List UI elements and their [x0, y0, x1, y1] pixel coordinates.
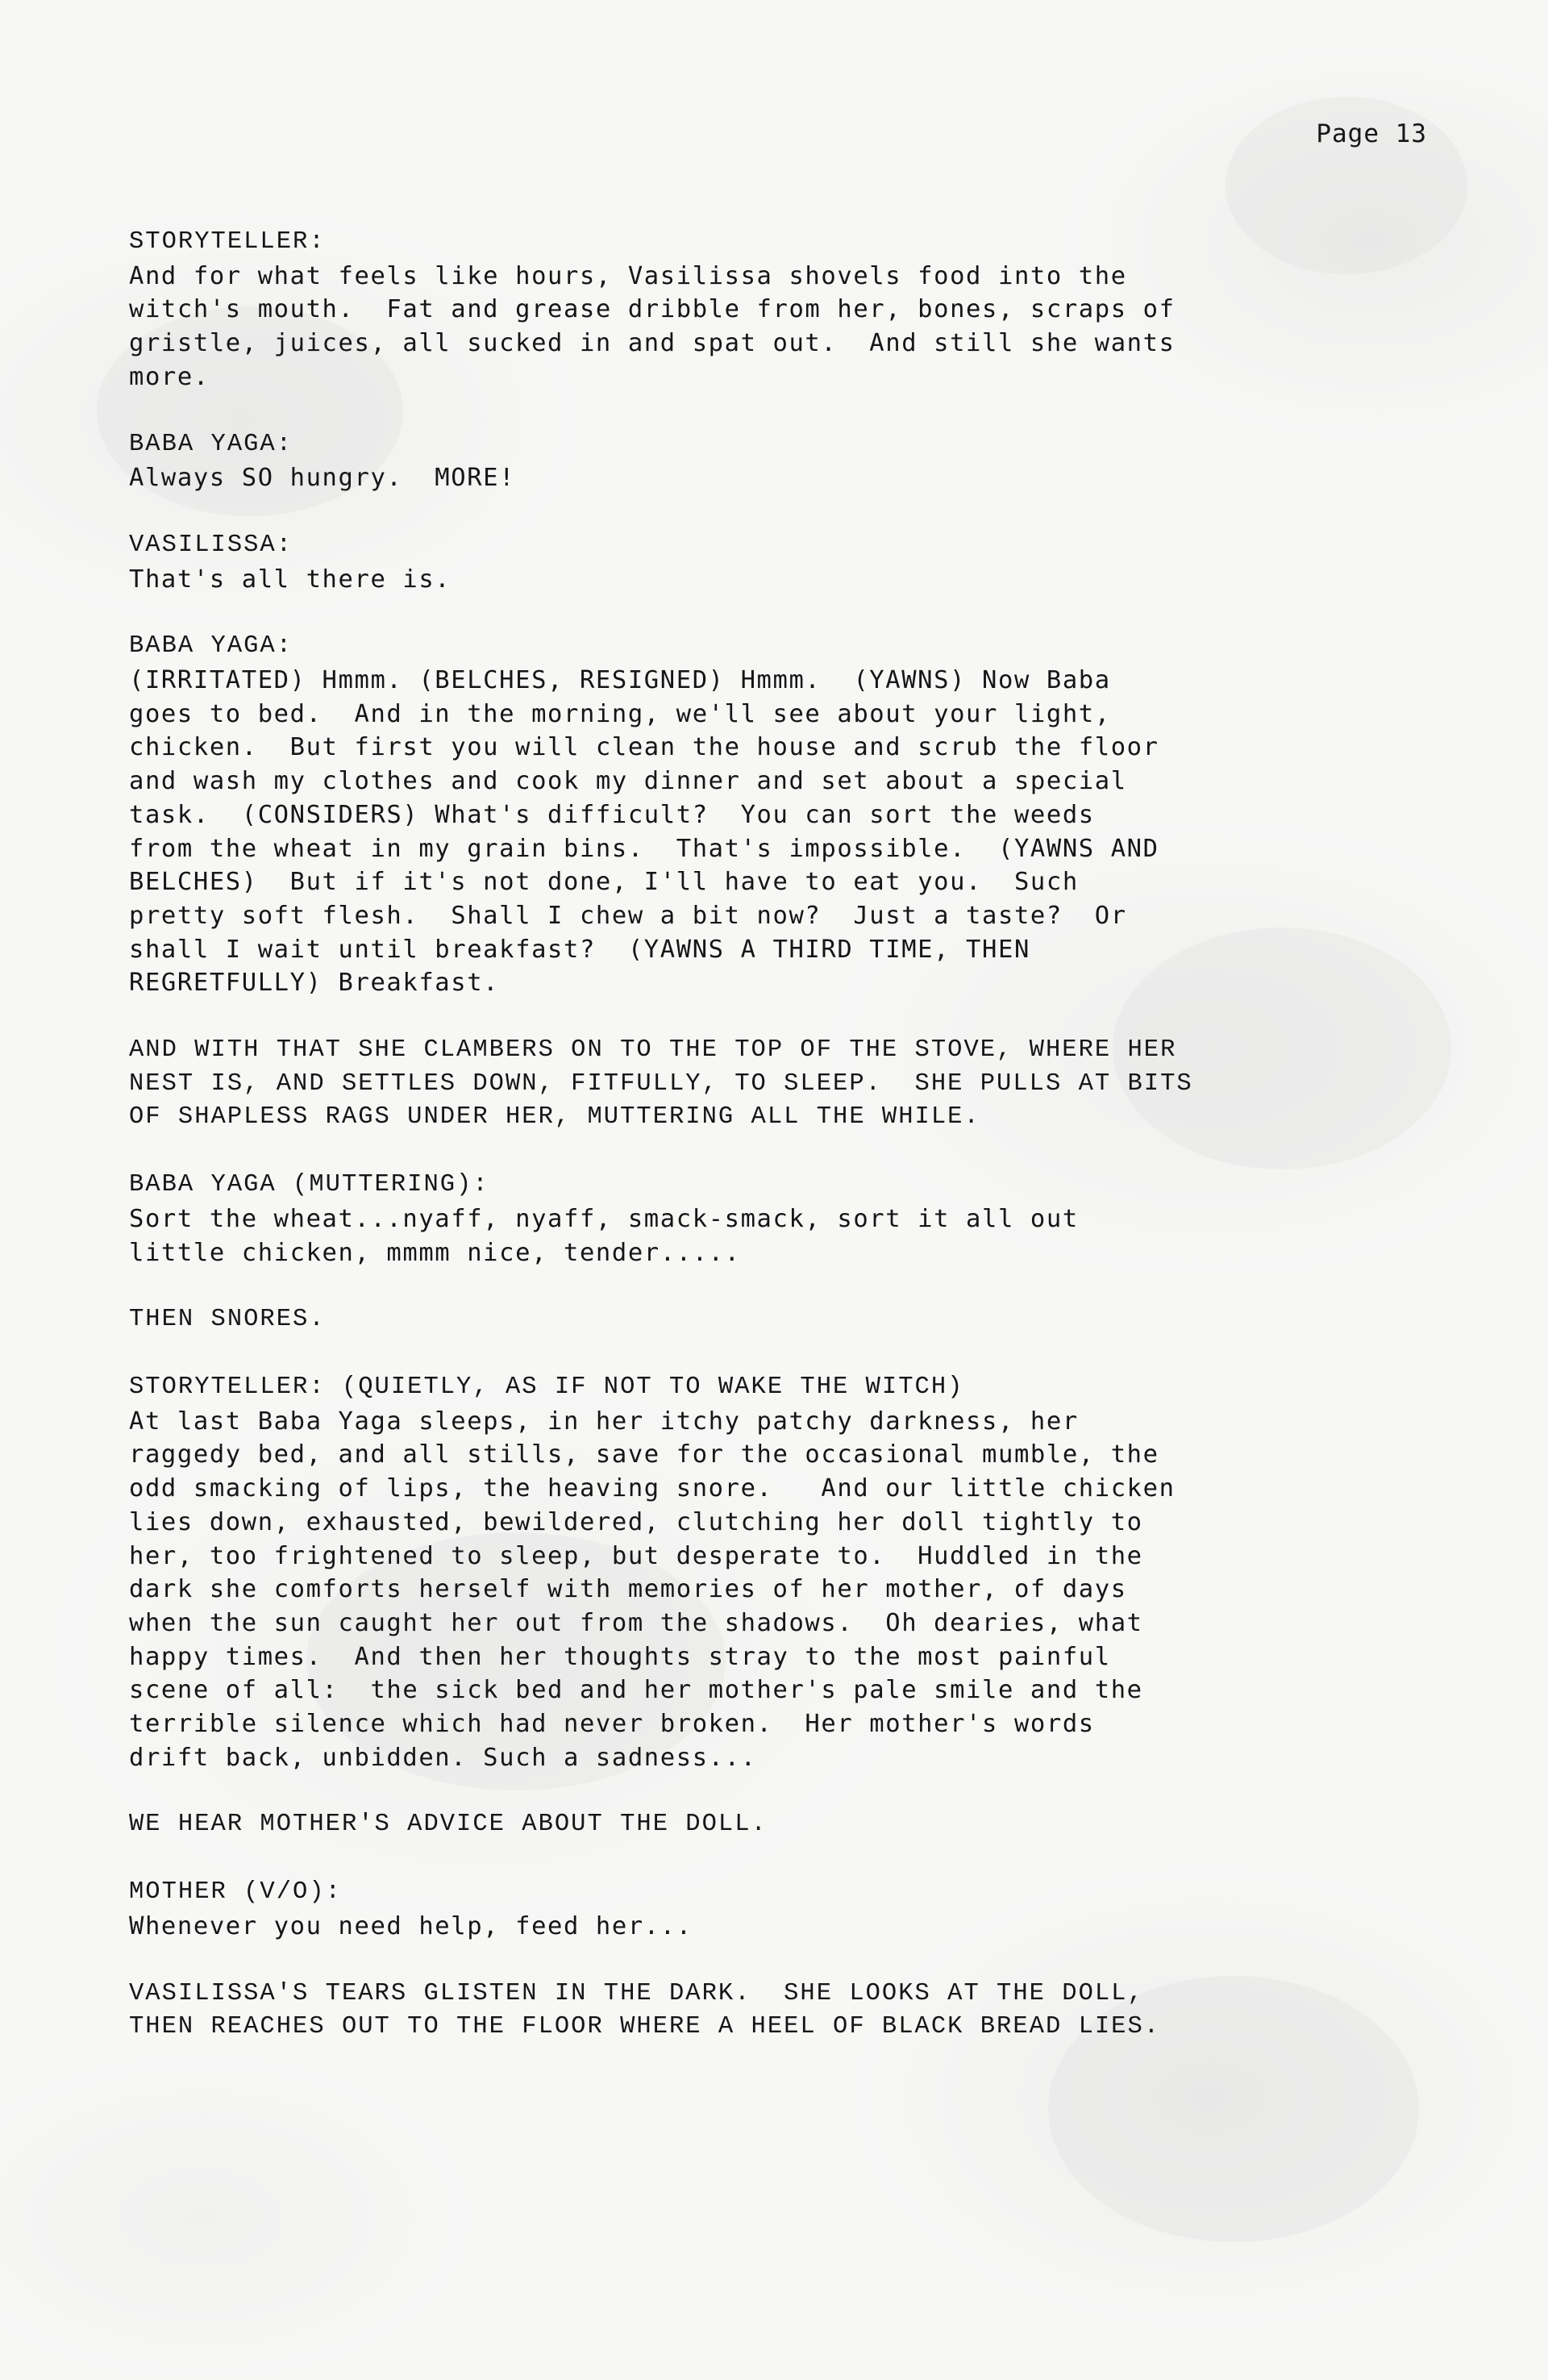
dialogue-text: That's all there is.: [129, 565, 452, 594]
speaker-name: BABA YAGA:: [129, 430, 293, 458]
speaker-name: VASILISSA:: [129, 531, 293, 559]
dialogue-block: [129, 428, 1451, 495]
speaker-name: STORYTELLER: (QUIETLY, AS IF NOT TO WAKE THE WITCH): [129, 1373, 964, 1401]
stage-direction-block: [129, 1303, 1451, 1337]
page-number: Page 13: [1316, 119, 1427, 148]
dialogue-block: [129, 529, 1451, 596]
stage-direction: VASILISSA'S TEARS GLISTEN IN THE DARK. SHE LOOKS AT THE DOLL, THEN REACHES OUT TO THE FLOOR WHERE A HEEL OF BLACK BREAD LIES.: [129, 1979, 1161, 2041]
stage-direction-block: [129, 1034, 1451, 1135]
dialogue-text: At last Baba Yaga sleeps, in her itchy patchy darkness, her raggedy bed, and all stills, save for the occasional mumble, the odd smacking of lips, the heaving snore. And our little chicken lies down, exhausted, bewildered, clutching her doll tightly to her, too frightened to sleep, but desperate to. Huddled in the dark she comforts herself with memories of her mother, of days when the sun caught her out from the shadows. Oh dearies, what happy times. And then her thoughts stray to the most painful scene of all: the sick bed and her mother's pale smile and the terrible silence which had never broken. Her mother's words drift back, unbidden. Such a sadness...: [129, 1407, 1176, 1772]
dialogue-block: [129, 226, 1451, 394]
dialogue-text: And for what feels like hours, Vasilissa shovels food into the witch's mouth. Fat and grease dribble from her, bones, scraps of gristle, juices, all sucked in and spat out. And still she wants more.: [129, 261, 1176, 391]
dialogue-block: [129, 1169, 1451, 1269]
speaker-name: BABA YAGA (MUTTERING):: [129, 1171, 489, 1199]
stage-direction-block: [129, 1978, 1451, 2044]
dialogue-block: [129, 630, 1451, 1000]
dialogue-text: Sort the wheat...nyaff, nyaff, smack-smack, sort it all out little chicken, mmmm nice, tender.....: [129, 1204, 1079, 1267]
speaker-name: STORYTELLER:: [129, 228, 326, 256]
dialogue-text: Always SO hungry. MORE!: [129, 464, 516, 493]
dialogue-block: [129, 1371, 1451, 1774]
speaker-name: BABA YAGA:: [129, 632, 293, 661]
stage-direction: AND WITH THAT SHE CLAMBERS ON TO THE TOP OF THE STOVE, WHERE HER NEST IS, AND SETTLES DOWN, FITFULLY, TO SLEEP. SHE PULLS AT BITS OF SHAPLESS RAGS UNDER HER, MUTTERING ALL THE WHILE.: [129, 1036, 1193, 1132]
dialogue-block: [129, 1876, 1451, 1943]
stage-direction-block: [129, 1808, 1451, 1842]
script-body: [129, 226, 1451, 2078]
dialogue-text: (IRRITATED) Hmmm. (BELCHES, RESIGNED) Hmmm. (YAWNS) Now Baba goes to bed. And in the morning, we'll see about your light, chicken. But first you will clean the house and scrub the floor and wash my clothes and cook my dinner and set about a special task. (CONSIDERS) What's difficult? You can sort the weeds from the wheat in my grain bins. That's impossible. (YAWNS AND BELCHES) But if it's not done, I'll have to eat you. Such pretty soft flesh. Shall I chew a bit now? Just a taste? Or shall I wait until breakfast? (YAWNS A THIRD TIME, THEN REGRETFULLY) Breakfast.: [129, 666, 1159, 998]
stage-direction: WE HEAR MOTHER'S ADVICE ABOUT THE DOLL.: [129, 1811, 768, 1839]
dialogue-text: Whenever you need help, feed her...: [129, 1911, 693, 1940]
stage-direction: THEN SNORES.: [129, 1306, 326, 1334]
speaker-name: MOTHER (V/O):: [129, 1878, 342, 1907]
